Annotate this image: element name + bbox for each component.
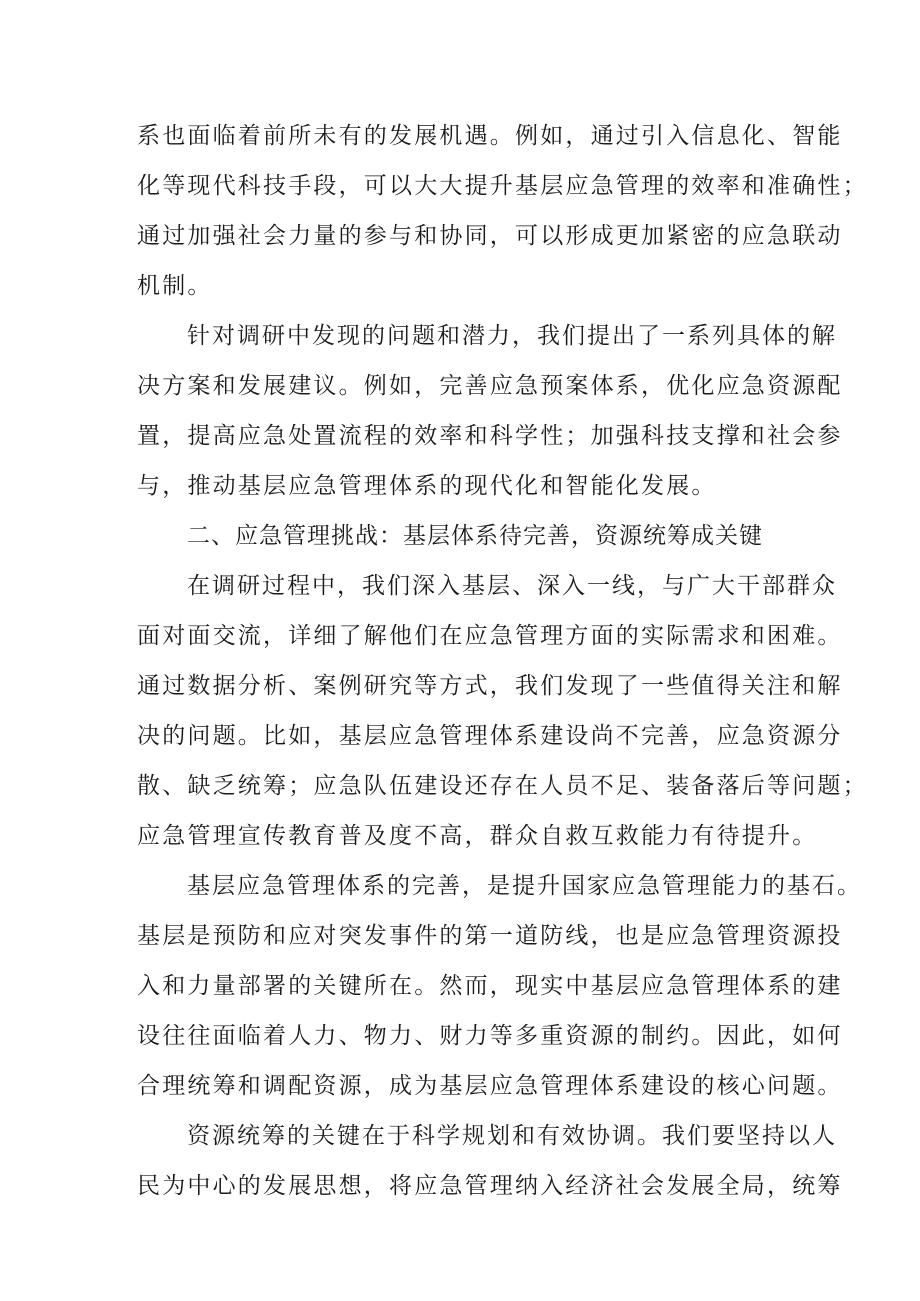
paragraph-first-line: 在调研过程中，我们深入基层、深入一线，与广大干部群众: [187, 573, 837, 599]
text-line: 设往往面临着人力、物力、财力等多重资源的制约。因此，如何: [137, 1023, 843, 1049]
text-line: 与，推动基层应急管理体系的现代化和智能化发展。: [137, 473, 717, 499]
text-line: 置，提高应急处置流程的效率和科学性；加强科技支撑和社会参: [137, 423, 843, 449]
text-line: 应急管理宣传教育普及度不高，群众自救互救能力有待提升。: [137, 823, 818, 849]
paragraph-first-line: 基层应急管理体系的完善，是提升国家应急管理能力的基石。: [187, 873, 862, 899]
section-heading: 二、应急管理挑战：基层体系待完善，资源统筹成关键: [187, 523, 763, 549]
text-line: 化等现代科技手段，可以大大提升基层应急管理的效率和准确性；: [137, 173, 868, 199]
text-line: 民为中心的发展思想，将应急管理纳入经济社会发展全局，统筹: [137, 1173, 843, 1199]
text-line: 决的问题。比如，基层应急管理体系建设尚不完善，应急资源分: [137, 723, 843, 749]
text-line: 决方案和发展建议。例如，完善应急预案体系，优化应急资源配: [137, 373, 843, 399]
text-line: 通过加强社会力量的参与和协同，可以形成更加紧密的应急联动: [137, 223, 843, 249]
text-line: 入和力量部署的关键所在。然而，现实中基层应急管理体系的建: [137, 973, 843, 999]
text-line: 通过数据分析、案例研究等方式，我们发现了一些值得关注和解: [137, 673, 843, 699]
text-line: 系也面临着前所未有的发展机遇。例如，通过引入信息化、智能: [137, 123, 843, 149]
text-line: 基层是预防和应对突发事件的第一道防线，也是应急管理资源投: [137, 923, 843, 949]
text-line: 机制。: [137, 273, 213, 299]
paragraph-first-line: 资源统筹的关键在于科学规划和有效协调。我们要坚持以人: [187, 1123, 837, 1149]
text-line: 合理统筹和调配资源，成为基层应急管理体系建设的核心问题。: [137, 1073, 843, 1099]
paragraph-first-line: 针对调研中发现的问题和潜力，我们提出了一系列具体的解: [187, 323, 837, 349]
text-line: 面对面交流，详细了解他们在应急管理方面的实际需求和困难。: [137, 623, 843, 649]
text-line: 散、缺乏统筹；应急队伍建设还存在人员不足、装备落后等问题；: [137, 773, 868, 799]
